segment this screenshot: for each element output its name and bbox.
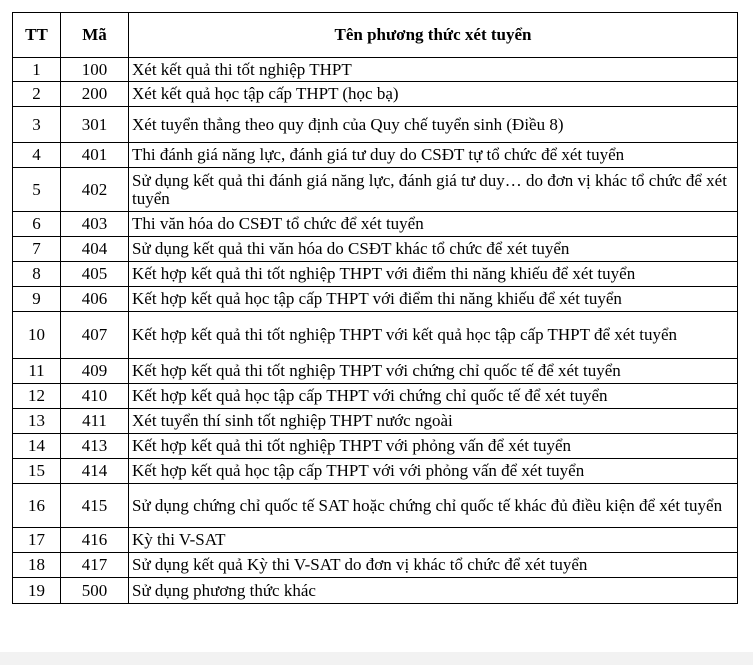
row-tt: 14 [13, 434, 61, 459]
table-row [13, 578, 738, 604]
row-method-name: Sử dụng kết quả thi đánh giá năng lực, đánh giá tư duy… do đơn vị khác tổ chức để xét tuyển [129, 168, 738, 212]
table-row [13, 82, 738, 107]
row-method-name: Xét tuyển thẳng theo quy định của Quy chế tuyển sinh (Điều 8) [129, 107, 738, 143]
row-tt: 3 [13, 107, 61, 143]
row-code: 100 [61, 58, 129, 82]
row-code: 416 [61, 528, 129, 553]
row-code: 301 [61, 107, 129, 143]
row-method-name: Sử dụng chứng chỉ quốc tế SAT hoặc chứng chỉ quốc tế khác đủ điều kiện để xét tuyển [129, 484, 738, 528]
row-tt: 1 [13, 58, 61, 82]
row-code: 413 [61, 434, 129, 459]
table-row [13, 262, 738, 287]
header-tt: TT [13, 13, 61, 58]
table-row [13, 287, 738, 312]
row-tt: 16 [13, 484, 61, 528]
row-tt: 5 [13, 168, 61, 212]
row-tt: 18 [13, 553, 61, 578]
row-method-name: Kết hợp kết quả học tập cấp THPT với chứng chỉ quốc tế để xét tuyển [129, 384, 738, 409]
row-tt: 19 [13, 578, 61, 604]
row-code: 404 [61, 237, 129, 262]
table-row [13, 459, 738, 484]
row-tt: 4 [13, 143, 61, 168]
table-row [13, 58, 738, 82]
row-code: 411 [61, 409, 129, 434]
row-method-name: Kỳ thi V-SAT [129, 528, 738, 553]
table-row [13, 484, 738, 528]
table-row [13, 384, 738, 409]
table-row [13, 168, 738, 212]
row-code: 410 [61, 384, 129, 409]
row-code: 414 [61, 459, 129, 484]
row-code: 500 [61, 578, 129, 604]
table-row [13, 107, 738, 143]
table-row [13, 237, 738, 262]
header-method-name: Tên phương thức xét tuyển [129, 13, 738, 58]
row-method-name: Kết hợp kết quả thi tốt nghiệp THPT với phỏng vấn để xét tuyển [129, 434, 738, 459]
row-code: 409 [61, 359, 129, 384]
row-tt: 15 [13, 459, 61, 484]
table-row [13, 409, 738, 434]
row-method-name: Thi đánh giá năng lực, đánh giá tư duy do CSĐT tự tổ chức để xét tuyển [129, 143, 738, 168]
row-code: 417 [61, 553, 129, 578]
row-tt: 9 [13, 287, 61, 312]
row-method-name: Xét kết quả học tập cấp THPT (học bạ) [129, 82, 738, 107]
row-method-name: Thi văn hóa do CSĐT tổ chức để xét tuyển [129, 212, 738, 237]
row-code: 402 [61, 168, 129, 212]
row-method-name: Kết hợp kết quả học tập cấp THPT với điểm thi năng khiếu để xét tuyển [129, 287, 738, 312]
table-row [13, 212, 738, 237]
row-tt: 6 [13, 212, 61, 237]
row-tt: 17 [13, 528, 61, 553]
table-row [13, 434, 738, 459]
table-row [13, 143, 738, 168]
row-method-name: Kết hợp kết quả thi tốt nghiệp THPT với kết quả học tập cấp THPT để xét tuyển [129, 312, 738, 359]
bottom-strip [0, 652, 753, 665]
row-tt: 13 [13, 409, 61, 434]
row-code: 200 [61, 82, 129, 107]
row-code: 407 [61, 312, 129, 359]
row-method-name: Xét tuyển thí sinh tốt nghiệp THPT nước ngoài [129, 409, 738, 434]
row-code: 401 [61, 143, 129, 168]
row-method-name: Kết hợp kết quả thi tốt nghiệp THPT với điểm thi năng khiếu để xét tuyển [129, 262, 738, 287]
row-code: 415 [61, 484, 129, 528]
row-method-name: Sử dụng kết quả thi văn hóa do CSĐT khác tổ chức để xét tuyển [129, 237, 738, 262]
row-method-name: Kết hợp kết quả thi tốt nghiệp THPT với chứng chỉ quốc tế để xét tuyển [129, 359, 738, 384]
row-code: 406 [61, 287, 129, 312]
admission-methods-table [12, 12, 738, 604]
table-row [13, 553, 738, 578]
row-code: 405 [61, 262, 129, 287]
table-header-row [13, 13, 738, 58]
table-row [13, 359, 738, 384]
row-method-name: Kết hợp kết quả học tập cấp THPT với với phỏng vấn để xét tuyển [129, 459, 738, 484]
row-tt: 11 [13, 359, 61, 384]
row-tt: 10 [13, 312, 61, 359]
table-row [13, 312, 738, 359]
table-row [13, 528, 738, 553]
header-ma: Mã [61, 13, 129, 58]
row-tt: 12 [13, 384, 61, 409]
row-tt: 7 [13, 237, 61, 262]
row-method-name: Sử dụng kết quả Kỳ thi V-SAT do đơn vị khác tổ chức để xét tuyển [129, 553, 738, 578]
row-code: 403 [61, 212, 129, 237]
row-tt: 2 [13, 82, 61, 107]
row-method-name: Xét kết quả thi tốt nghiệp THPT [129, 58, 738, 82]
table-body [13, 58, 738, 604]
row-method-name: Sử dụng phương thức khác [129, 578, 738, 604]
row-tt: 8 [13, 262, 61, 287]
